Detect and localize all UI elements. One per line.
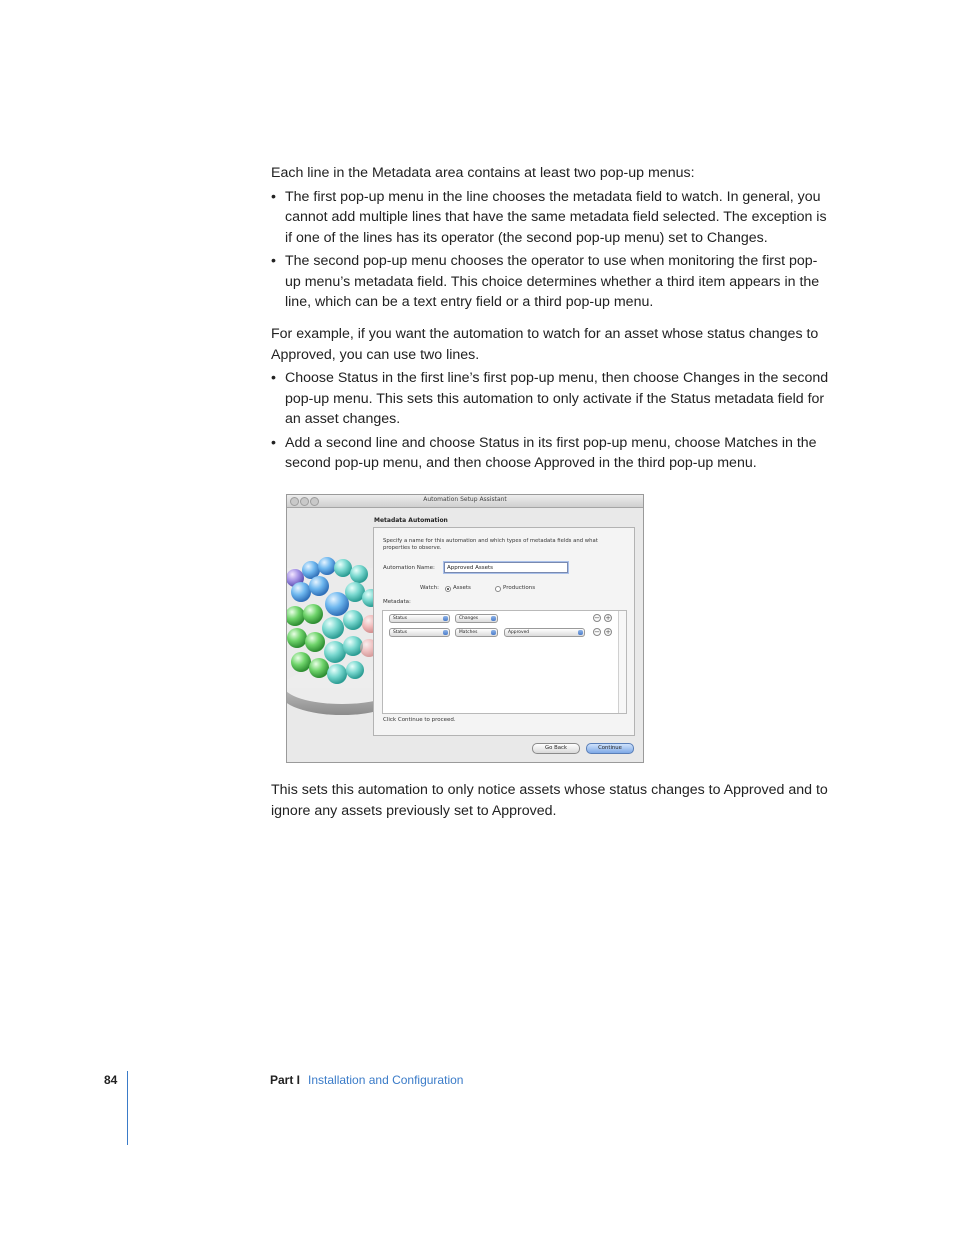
watch-productions-label: Productions: [503, 585, 536, 591]
row2-field-popup[interactable]: Status: [389, 628, 450, 637]
popup-bullet-list: [271, 187, 831, 313]
go-back-button[interactable]: Go Back: [532, 743, 580, 754]
watch-label: Watch:: [420, 585, 439, 591]
popup-arrow-icon: [578, 630, 583, 635]
popup-arrow-icon: [491, 630, 496, 635]
panel-heading: Metadata Automation: [374, 517, 448, 524]
page-number: 84: [104, 1073, 118, 1087]
row2-value-popup[interactable]: Approved: [504, 628, 585, 637]
window-titlebar: [287, 495, 643, 508]
row1-field-popup[interactable]: Status: [389, 614, 450, 623]
row1-operator-popup[interactable]: Changes: [455, 614, 498, 623]
closing-paragraph: This sets this automation to only notice assets whose status changes to Approved and to ignore any assets previously set to Approved.: [271, 782, 828, 819]
continue-hint: Click Continue to proceed.: [383, 717, 456, 723]
section-example: [271, 324, 831, 474]
row2-operator-popup[interactable]: Matches: [455, 628, 498, 637]
automation-name-input[interactable]: Approved Assets: [444, 562, 568, 573]
list-item: • The second pop-up menu chooses the operator to use when monitoring the first pop-up menu’s metadata field. This choice determines whether a third item appears in the line, which can be a text entry field or a third pop-up menu.: [271, 251, 831, 313]
remove-row-button[interactable]: −: [594, 628, 600, 636]
intro-paragraph: Each line in the Metadata area contains at least two pop-up menus:: [271, 165, 695, 181]
list-item: • Choose Status in the first line’s first pop-up menu, then choose Changes in the second pop-up menu. This sets this automation to only activate if the Status metadata field for an asset changes.: [271, 368, 831, 430]
footer-divider: [127, 1071, 128, 1145]
watch-assets-radio[interactable]: [445, 586, 451, 592]
section-closing: [271, 780, 831, 821]
list-item: • Add a second line and choose Status in its first pop-up menu, choose Matches in the second pop-up menu, and then choose Approved in the third pop-up menu.: [271, 433, 831, 474]
add-row-button[interactable]: +: [605, 614, 611, 622]
watch-assets-label: Assets: [453, 585, 471, 591]
footer-part-label: [270, 1073, 463, 1087]
popup-arrow-icon: [443, 630, 448, 635]
add-row-button[interactable]: +: [605, 628, 611, 636]
metadata-automation-panel: [373, 527, 635, 736]
metadata-rules-list: [382, 610, 627, 714]
continue-button[interactable]: Continue: [586, 743, 634, 754]
window-title: Automation Setup Assistant: [423, 496, 507, 503]
watch-productions-radio[interactable]: [495, 586, 501, 592]
automation-name-label: Automation Name:: [383, 565, 435, 571]
footer-part: Part I: [270, 1073, 301, 1087]
list-item: • The first pop-up menu in the line chooses the metadata field to watch. In general, you cannot add multiple lines that have the same metadata field selected. The exception is if one of the lines has its operator (the second pop-up menu) set to Changes.: [271, 187, 831, 249]
popup-arrow-icon: [491, 616, 496, 621]
list-scrollbar[interactable]: [618, 611, 626, 713]
example-paragraph: For example, if you want the automation to watch for an asset whose status changes to Approved, you can use two lines.: [271, 326, 819, 363]
automation-setup-screenshot: [286, 494, 644, 763]
example-bullet-list: [271, 368, 831, 474]
section-metadata-popups: [271, 163, 831, 313]
panel-description: Specify a name for this automation and which types of metadata fields and what properties to observe.: [383, 538, 598, 551]
popup-arrow-icon: [443, 616, 448, 621]
footer-section-link[interactable]: Installation and Configuration: [308, 1073, 464, 1087]
metadata-label: Metadata:: [383, 599, 411, 605]
remove-row-button[interactable]: −: [594, 614, 600, 622]
